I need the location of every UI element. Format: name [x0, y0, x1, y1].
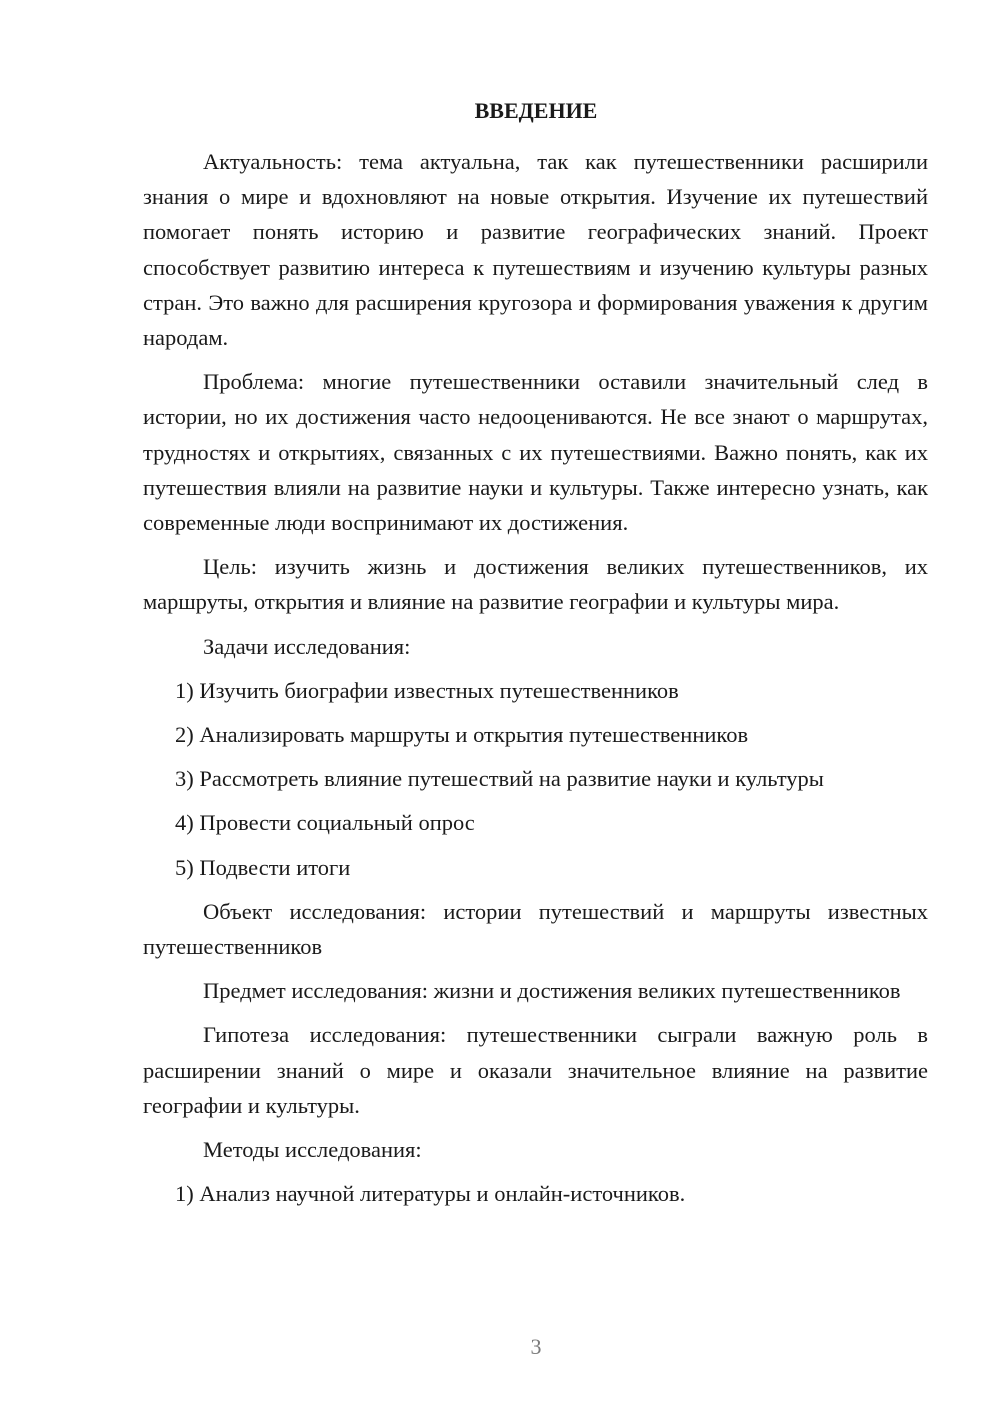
page-title: ВВЕДЕНИЕ	[474, 98, 598, 123]
task-item: 1) Изучить биографии известных путешественников	[175, 677, 679, 703]
task-item: 4) Провести социальный опрос	[175, 810, 475, 836]
hypothesis-paragraph: Гипотеза исследования: путешественники сыграли важную роль в расширении знаний о мире и оказали значительное влияние на развитие географии и культуры.	[143, 1022, 928, 1118]
task-item: 3) Рассмотреть влияние путешествий на развитие науки и культуры	[175, 766, 824, 792]
task-item: 5) Подвести итоги	[175, 854, 351, 880]
relevance-paragraph: Актуальность: тема актуальна, так как путешественники расширили знания о мире и вдохновляют на новые открытия. Изучение их путешествий помогает понять историю и развитие географических знаний. Проект способствует развитию интереса к путешествиям и изучению культуры разных стран. Это важно для расширения кругозора и формирования уважения к другим народам.	[143, 149, 928, 351]
document-body	[143, 144, 928, 1220]
tasks-heading: Задачи исследования:	[203, 633, 411, 659]
task-item: 2) Анализировать маршруты и открытия путешественников	[175, 722, 749, 748]
methods-heading: Методы исследования:	[203, 1137, 422, 1163]
page-number: 3	[530, 1334, 542, 1359]
problem-paragraph: Проблема: многие путешественники оставили значительный след в истории, но их достижения часто недооцениваются. Не все знают о маршрутах, трудностях и открытиях, связанных с их путешествиями. Важно понять, как их путешествия влияли на развитие науки и культуры. Также интересно узнать, как современные люди воспринимают их достижения.	[143, 369, 928, 536]
object-paragraph: Объект исследования: истории путешествий и маршруты известных путешественников	[143, 898, 928, 960]
method-item: 1) Анализ научной литературы и онлайн-источников.	[175, 1181, 686, 1207]
subject-paragraph: Предмет исследования: жизни и достижения великих путешественников	[203, 978, 901, 1004]
goal-paragraph: Цель: изучить жизнь и достижения великих путешественников, их маршруты, открытия и влияние на развитие географии и культуры мира.	[143, 554, 928, 615]
